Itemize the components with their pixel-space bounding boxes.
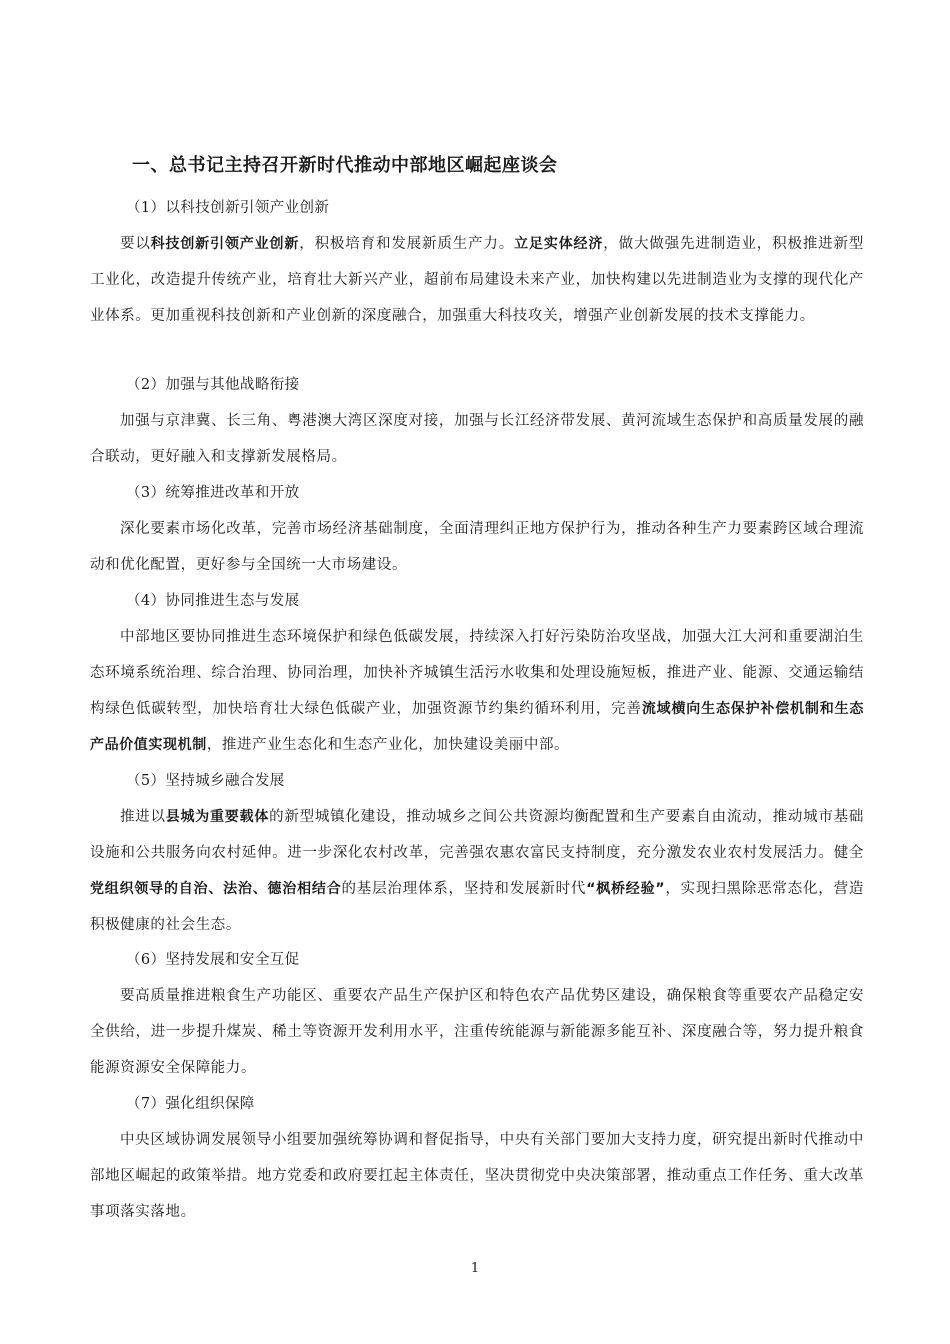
highlight-text: 党组织领导的自治、法治、德治相结合 <box>90 881 342 897</box>
highlight-text: 流域横向生态保护补偿机制和生态产品价值实现机制 <box>90 701 865 753</box>
highlight-text: “枫桥经验” <box>586 881 666 897</box>
page-title: 一、总书记主持召开新时代推动中部地区崛起座谈会 <box>132 155 558 176</box>
section-body-3: 深化要素市场化改革，完善市场经济基础制度，全面清理纠正地方保护行为，推动各种生产力要素跨区域合理流动和优化配置，更好参与全国统一大市场建设。 <box>90 521 864 573</box>
page-number: 1 <box>470 1261 480 1276</box>
section-heading-7: （7）强化组织保障 <box>126 1096 255 1112</box>
section-heading-3: （3）统筹推进改革和开放 <box>126 485 300 501</box>
section-heading-4: （4）协同推进生态与发展 <box>126 593 300 609</box>
section-body-5: 推进以县城为重要载体的新型城镇化建设，推动城乡之间公共资源均衡配置和生产要素自由流动，推动城市基础设施和公共服务向农村延伸。进一步深化农村改革，完善强农惠农富民支持制度，充分激发农业农村发展活力。健全党组织领导的自治、法治、德治相结合的基层治理体系，坚持和发展新时代“枫桥经验”，实现扫黑除恶常态化，营造积极健康的社会生态。 <box>90 809 864 933</box>
section-heading-1: （1）以科技创新引领产业创新 <box>126 200 330 216</box>
section-body-2: 加强与京津冀、长三角、粤港澳大湾区深度对接，加强与长江经济带发展、黄河流域生态保护和高质量发展的融合联动，更好融入和支撑新发展格局。 <box>90 413 864 465</box>
section-body-7: 中央区域协调发展领导小组要加强统筹协调和督促指导，中央有关部门要加大支持力度，研究提出新时代推动中部地区崛起的政策举措。地方党委和政府要扛起主体责任，坚决贯彻党中央决策部署，推动重点工作任务、重大改革事项落实落地。 <box>90 1132 864 1220</box>
section-body-4: 中部地区要协同推进生态环境保护和绿色低碳发展，持续深入打好污染防治攻坚战，加强大江大河和重要湖泊生态环境系统治理、综合治理、协同治理，加快补齐城镇生活污水收集和处理设施短板，推进产业、能源、交通运输结构绿色低碳转型，加快培育壮大绿色低碳产业，加强资源节约集约循环利用，完善流域横向生态保护补偿机制和生态产品价值实现机制，推进产业生态化和生态产业化，加快建设美丽中部。 <box>90 629 865 753</box>
section-body-6: 要高质量推进粮食生产功能区、重要农产品生产保护区和特色农产品优势区建设，确保粮食等重要农产品稳定安全供给，进一步提升煤炭、稀土等资源开发利用水平，注重传统能源与新能源多能互补、深度融合等，努力提升粮食能源资源安全保障能力。 <box>90 988 864 1076</box>
section-heading-6: （6）坚持发展和安全互促 <box>126 952 300 968</box>
section-heading-2: （2）加强与其他战略衔接 <box>126 377 300 393</box>
highlight-text: 科技创新引领产业创新 <box>150 236 300 252</box>
highlight-text: 县城为重要载体 <box>165 809 270 825</box>
section-body-1: 要以科技创新引领产业创新，积极培育和发展新质生产力。立足实体经济，做大做强先进制造业，积极推进新型工业化，改造提升传统产业，培育壮大新兴产业，超前布局建设未来产业，加快构建以先进制造业为支撑的现代化产业体系。更加重视科技创新和产业创新的深度融合，加强重大科技攻关，增强产业创新发展的技术支撑能力。 <box>90 236 864 324</box>
highlight-text: 立足实体经济 <box>514 236 604 252</box>
section-heading-5: （5）坚持城乡融合发展 <box>126 773 285 789</box>
